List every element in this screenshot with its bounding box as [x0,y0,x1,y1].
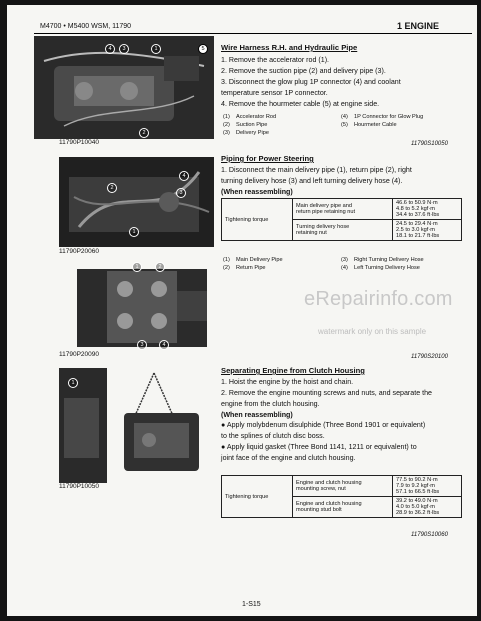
callout-4: 4 [159,340,169,350]
section-code: 11790S10060 [411,532,448,538]
legend-item: (1) Accelerator Rod [223,114,277,120]
section-title: Piping for Power Steering [221,154,314,163]
reassembling-heading: (When reassembling) [221,188,293,196]
figure-engine-wire-harness [34,36,214,139]
section-title: Wire Harness R.H. and Hydraulic Pipe [221,43,358,52]
figure-label: 11790P10050 [59,483,100,490]
callout-1: 1 [129,227,139,237]
callout-4: 4 [179,171,189,181]
section-code: 11790S20100 [411,354,448,360]
torque-item: Main delivery pipe and return pipe retaining nut [293,199,393,220]
bullet: to the splines of clutch disc boss. [221,432,325,440]
legend-item: (2) Return Pipe [223,265,266,271]
legend-item: (4) 1P Connector for Glow Plug [341,114,424,120]
step: 2. Remove the suction pipe (2) and delivery pipe (3). [221,67,386,75]
step: temperature sensor 1P connector. [221,89,328,97]
legend-item: (2) Suction Pipe [223,122,268,128]
torque-label: Tightening torque [222,476,293,518]
step: 1. Disconnect the main delivery pipe (1), return pipe (2), right [221,166,412,174]
header-rule [34,33,472,34]
page-number: 1-S15 [242,601,261,608]
callout-2: 2 [155,262,165,272]
bullet: ● Apply liquid gasket (Three Bond 1141, 1211 or equivalent) to [221,443,417,451]
step: turning delivery hose (3) and left turning delivery hose (4). [221,177,403,185]
callout-5: 5 [198,44,208,54]
torque-table [221,475,462,518]
torque-item: Engine and clutch housing mounting stud bolt [293,497,393,518]
callout-4: 4 [105,44,115,54]
figure-label: 11790P20090 [59,351,100,358]
engine-hoist-photo [59,368,214,483]
torque-item: Turning delivery hose retaining nut [293,220,393,241]
torque-values: 24.5 to 29.4 N·m 2.5 to 3.0 kgf·m 18.1 to 21.7 ft·lbs [393,220,462,241]
callout-1: 1 [151,44,161,54]
callout-3: 3 [119,44,129,54]
step: 1. Remove the accelerator rod (1). [221,56,330,64]
callout-2: 2 [139,128,149,138]
step: engine from the clutch housing. [221,400,320,408]
figure-label: 11790P10040 [59,139,100,146]
step: 3. Disconnect the glow plug 1P connector (4) and coolant [221,78,401,86]
legend-item: (4) Left Turning Delivery Hose [341,265,420,271]
header-model: M4700 • M5400 WSM, 11790 [40,23,132,30]
figure-power-steering-pipes [59,157,214,247]
figure-engine-separation [59,368,214,483]
torque-label: Tightening torque [222,199,293,241]
torque-values: 77.5 to 90.2 N·m 7.9 to 9.2 kgf·m 57.1 to 66.5 ft·lbs [393,476,462,497]
torque-values: 46.6 to 50.9 N·m 4.8 to 5.2 kgf·m 34.4 to 37.6 ft·lbs [393,199,462,220]
figure-steering-valve [77,261,214,356]
step: 2. Remove the engine mounting screws and nuts, and separate the [221,389,432,397]
figure-label: 11790P20060 [59,248,100,255]
bullet: joint face of the engine and clutch housing. [221,454,356,462]
watermark-text: eRepairinfo.com [304,288,453,310]
header-chapter: 1 ENGINE [397,21,440,31]
callout-3: 3 [137,340,147,350]
legend-item: (3) Right Turning Delivery Hose [341,257,424,263]
bullet: ● Apply molybdenum disulphide (Three Bond 1901 or equivalent) [221,421,426,429]
torque-table [221,198,462,241]
watermark-subtext: watermark only on this sample [318,327,427,336]
torque-values: 39.2 to 49.0 N·m 4.0 to 5.0 kgf·m 28.9 to 36.2 ft·lbs [393,497,462,518]
legend-item: (5) Hourmeter Cable [341,122,397,128]
callout-1: 1 [132,262,142,272]
manual-page [7,5,477,616]
step: 4. Remove the hourmeter cable (5) at engine side. [221,100,380,108]
legend-item: (1) Main Delivery Pipe [223,257,283,263]
callout-2: 2 [107,183,117,193]
callout-3: 3 [176,188,186,198]
section-title: Separating Engine from Clutch Housing [221,366,365,375]
reassembling-heading: (When reassembling) [221,411,293,419]
legend-item: (3) Delivery Pipe [223,130,269,136]
section-code: 11790S10050 [411,141,448,147]
torque-item: Engine and clutch housing mounting screw, nut [293,476,393,497]
callout-1: 1 [68,378,78,388]
step: 1. Hoist the engine by the hoist and chain. [221,378,354,386]
